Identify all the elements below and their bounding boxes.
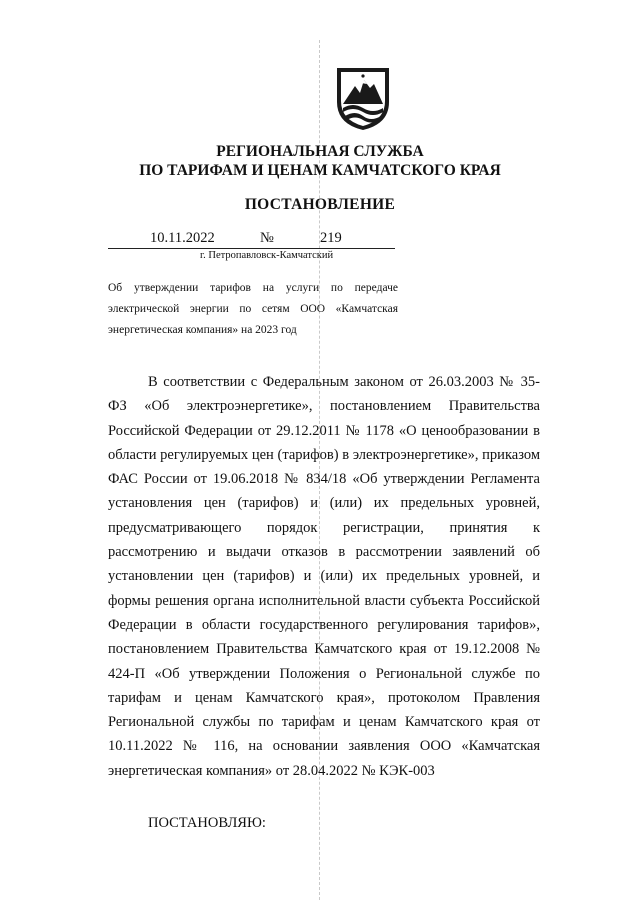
coat-of-arms-icon bbox=[333, 64, 393, 132]
document-number: 219 bbox=[320, 230, 342, 246]
date-number-line bbox=[108, 230, 395, 249]
org-title-line2: ПО ТАРИФАМ И ЦЕНАМ КАМЧАТСКОГО КРАЯ bbox=[139, 162, 501, 179]
document-type-title: ПОСТАНОВЛЕНИЕ bbox=[244, 196, 396, 213]
org-title-line1: РЕГИОНАЛЬНАЯ СЛУЖБА bbox=[216, 143, 424, 160]
preamble-paragraph: В соответствии с Федеральным законом от 26.03.2003 № 35-ФЗ «Об электроэнергетике», постановлением Правительства Российской Федерации от 29.12.2011 № 1178 «О ценообразовании в области регулируемых цен (тарифов) в электроэнергетике», приказом ФАС России от 19.06.2018 № 834/18 «Об утверждении Регламента установления цен (тарифов) и (или) их предельных уровней, предусматривающего порядок регистрации, принятия к рассмотрению и выдачи отказов в рассмотрении заявлений об установлении цен (тарифов) и (или) их предельных уровней, и формы решения органа исполнительной власти субъекта Российской Федерации в области государственного регулирования тарифов», постановлением Правительства Камчатского края от 19.12.2008 № 424-П «Об утверждении Положения о Региональной службе по тарифам и ценам Камчатского края», протоколом Правления Региональной службы по тарифам и ценам Камчатского края от 10.11.2022 № 116, на основании заявления ООО «Камчатская энергетическая компания» от 28.04.2022 № КЭК-003 bbox=[108, 374, 540, 779]
number-sign: № bbox=[260, 230, 274, 246]
document-date: 10.11.2022 bbox=[150, 230, 215, 246]
city-name: г. Петропавловск-Камчатский bbox=[200, 250, 334, 261]
document-subject: Об утверждении тарифов на услуги по передаче электрической энергии по сетям ООО «Камчатская энергетическая компания» на 2023 год bbox=[108, 282, 398, 336]
resolve-heading: ПОСТАНОВЛЯЮ: bbox=[148, 815, 266, 831]
